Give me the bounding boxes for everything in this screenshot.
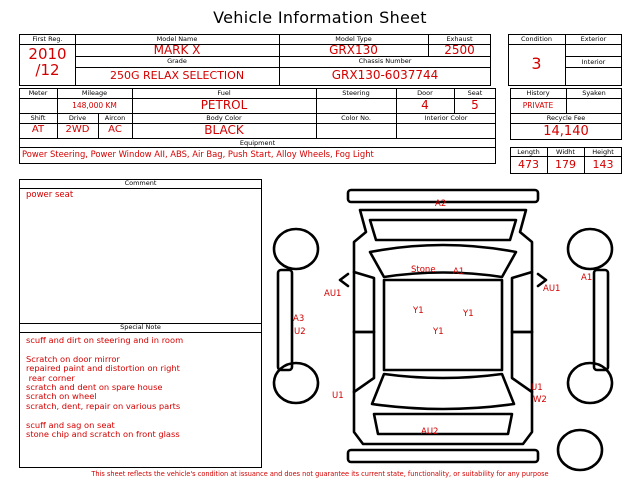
color-no-label: Color No. [341,114,371,122]
length-label: Length [517,148,540,156]
special-note-line: rear corner [26,372,75,383]
damage-label-right-mirror: A1 [581,273,593,283]
spare-wheel [558,430,602,470]
damage-label-windshield-stone: Stone [411,265,436,275]
condition-value: 3 [531,54,542,73]
equipment-value: Power Steering, Power Window AII, ABS, Air Bag, Push Start, Alloy Wheels, Fog Light [22,149,374,159]
recycle-fee-value: 14,140 [543,124,589,139]
drive-label: Drive [68,114,87,122]
history-label: History [526,89,550,97]
right-rear-door [512,332,532,392]
damage-label-right-rear-door: U1 [531,383,543,393]
right-front-wheel [568,229,612,269]
condition-label: Condition [520,35,553,43]
special-note-line: scratch on wheel [26,391,97,402]
first-reg-label: First Reg. [32,35,63,43]
shift-label: Shift [30,114,46,122]
fuel-value: PETROL [200,98,248,112]
syaken-label: Syaken [582,89,606,97]
equipment-label: Equipment [239,139,276,147]
special-note-line: scuff and sag on seat [26,419,115,430]
special-note-list [26,336,258,439]
chassis-value: GRX130-6037744 [331,68,439,82]
rear-window [372,374,514,409]
damage-label-right-rear-wheel: W2 [533,395,547,405]
aircon-label: Aircon [104,114,126,122]
damage-label-seat: Y1 [463,309,474,319]
damage-label-front-bumper: A2 [435,199,447,209]
door-value: 4 [421,98,429,112]
comment-text: power seat [26,190,74,200]
special-note-line: repaired paint and distortion on right [26,363,180,374]
car-damage-diagram [270,182,620,472]
right-rear-wheel [568,363,612,403]
special-note-line: scratch, dent, repair on various parts [26,400,181,411]
right-front-door [512,272,532,332]
comment-label: Comment [124,179,157,187]
left-rear-door [354,332,374,392]
model-name-value: MARK X [153,43,201,57]
front-windshield [370,245,516,277]
model-type-value: GRX130 [329,43,378,57]
left-front-door [354,272,374,332]
damage-label-seat: Y1 [433,327,444,337]
length-value: 473 [518,158,539,171]
left-rear-wheel [274,363,318,403]
damage-label-left-front-door: AU1 [324,289,342,299]
sheet-title: Vehicle Information Sheet [213,8,427,27]
first-reg-month: /12 [35,61,60,79]
left-mirror [340,274,348,286]
first-reg-year: 2010 [28,45,67,63]
mileage-value: 148,000 KM [72,101,117,110]
exterior-label: Exterior [580,35,607,43]
interior-label: Interior [581,58,606,66]
exhaust-label: Exhaust [446,35,473,43]
seat-label: Seat [467,89,483,97]
body-color-label: Body Color [206,114,242,122]
hood [370,220,516,240]
special-note-line: scuff and dirt on steering and in room [26,335,184,345]
damage-label-right-front-door: AU1 [543,284,561,294]
trunk [374,414,512,434]
rear-bumper [348,450,538,462]
steering-label: Steering [342,89,370,97]
damage-label-rear-bumper: AU2 [421,427,439,437]
width-value: 179 [555,158,576,171]
width-label: Widht [556,148,575,156]
aircon-value: AC [108,124,122,135]
disclaimer-footer: This sheet reflects the vehicle's condition at issuance and does not guarantee its current state, functionality, or suitability for any purpose [91,470,549,478]
damage-label-left-sill: A3 [293,314,305,324]
grade-label: Grade [167,57,187,65]
damage-label-windshield: A1 [453,267,465,277]
grade-value: 250G RELAX SELECTION [109,69,245,82]
body-color-value: BLACK [204,123,244,137]
special-note-label: Special Note [120,323,161,331]
model-type-label: Model Type [335,35,372,43]
history-value: PRIVATE [522,101,554,110]
roof [384,280,502,370]
damage-label-left-rear-door: U1 [332,391,344,401]
left-front-wheel [274,229,318,269]
height-value: 143 [592,158,614,171]
height-label: Height [592,148,614,156]
right-side-sill [594,270,608,370]
mileage-label: Mileage [81,89,108,97]
shift-value: AT [31,124,45,135]
chassis-label: Chassis Number [358,57,412,65]
left-side-sill [278,270,292,370]
special-note-line: Scratch on door mirror [26,353,120,364]
seat-value: 5 [471,98,479,112]
recycle-fee-label: Recycle Fee [546,114,586,122]
drive-value: 2WD [65,124,90,135]
damage-label-left-sill: U2 [294,327,306,337]
meter-label: Meter [28,89,48,97]
fuel-label: Fuel [217,89,231,97]
interior-color-label: Interior Color [424,114,468,122]
special-note-line: scratch and dent on spare house [26,382,163,393]
damage-label-seat: Y1 [413,306,424,316]
special-note-line: stone chip and scratch on front glass [26,429,180,440]
door-label: Door [417,89,433,97]
model-name-label: Model Name [156,35,198,43]
exhaust-value: 2500 [444,43,475,57]
